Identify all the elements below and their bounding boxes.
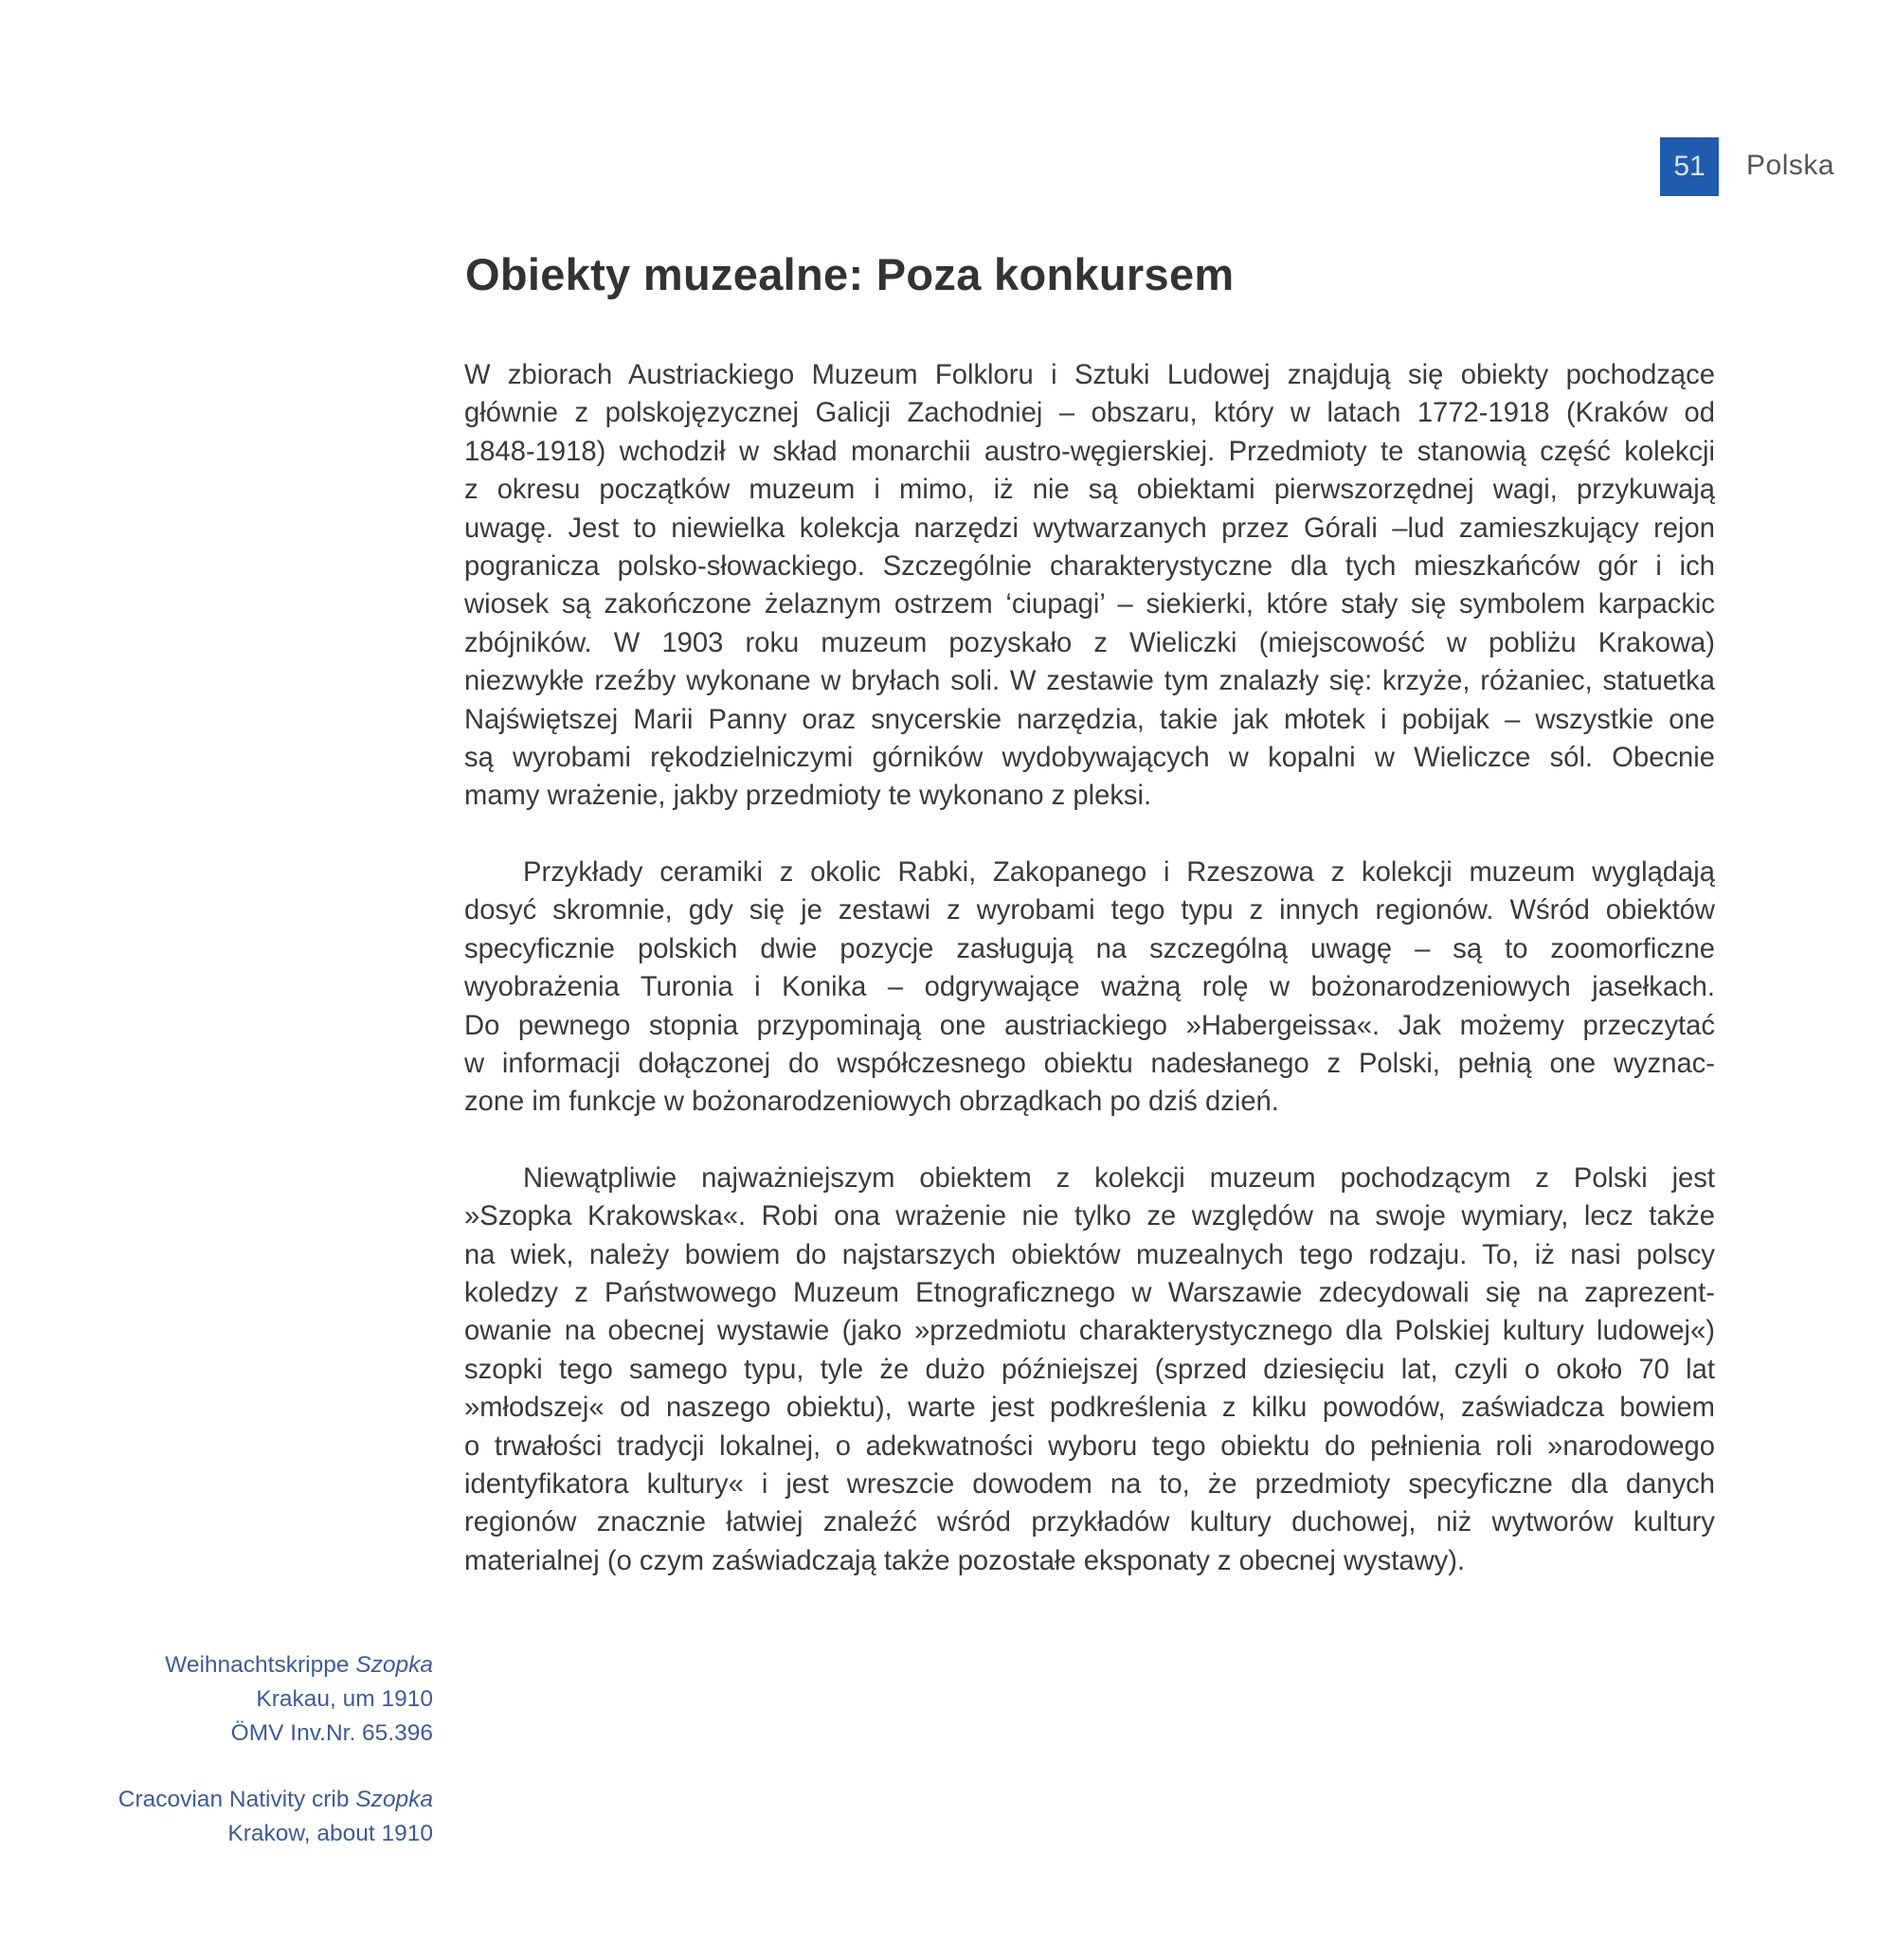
caption-english [95,1783,433,1851]
text-line: pogranicza polsko-słowackiego. Szczególnie charakterystyczne dla tych mieszkańców gór i ich [464,551,1715,583]
section-label: Polska [1746,150,1835,181]
caption-german [95,1648,433,1751]
text-line: mamy wrażenie, jakby przedmioty te wykonano z pleksi. [464,781,1152,812]
text-line: regionów znacznie łatwiej znaleźć wśród przykładów kultury duchowej, niż wytworów kultury [464,1507,1715,1538]
text-line: z okresu początków muzeum i mimo, iż nie są obiektami pierwszorzędnej wagi, przykuwają [464,475,1715,506]
text-line: W zbiorach Austriackiego Muzeum Folkloru i Sztuki Ludowej znajdują się obiekty pochodzące [464,360,1715,390]
page-title: Obiekty muzealne: Poza konkursem [465,249,1235,299]
text-line: szopki tego samego typu, tyle że dużo późniejszej (sprzed dziesięciu lat, czyli o około 70 lat [464,1354,1715,1385]
text-line: Przykłady ceramiki z okolic Rabki, Zakopanego i Rzeszowa z kolekcji muzeum wyglądają [523,856,1715,888]
text-line: zbójników. W 1903 roku muzeum pozyskało z Wieliczki (miejscowość w pobliżu Krakowa) [464,627,1715,658]
text-line: niezwykłe rzeźby wykonane w bryłach soli. W zestawie tym znalazły się: krzyże, różaniec, statuetka [464,666,1715,697]
text-line: Najświętszej Marii Panny oraz snycerskie narzędzia, takie jak młotek i pobijak – wszystkie one [464,704,1715,735]
text-line: specyficznie polskich dwie pozycje zasługują na szczególną uwagę – są to zoomorficzne [464,933,1715,964]
caption-inventory-number: ÖMV Inv.Nr. 65.396 [230,1720,433,1746]
text-line: owanie na obecnej wystawie (jako »przedmiotu charakterystycznego dla Polskiej kultury ludowej«) [464,1316,1715,1347]
text-line: »Szopka Krakowska«. Robi ona wrażenie nie tylko ze względów na swoje wymiary, lecz także [464,1201,1715,1232]
text-line: Do pewnego stopnia przypominają one austriackiego »Habergeissa«. Jak możemy przeczytać [464,1010,1715,1041]
page-number: 51 [1673,151,1706,182]
text-line: uwagę. Jest to niewielka kolekcja narzędzi wytwarzanych przez Górali –lud zamieszkujący rejon [464,512,1715,544]
body-text [464,356,1715,1618]
caption-title-text: Weihnachtskrippe [165,1652,356,1678]
caption-title [95,1783,433,1817]
caption-title [95,1648,433,1682]
caption-title-italic: Szopka [355,1652,433,1678]
text-line: na wiek, należy bowiem do najstarszych obiektów muzealnych tego rodzaju. To, iż nasi polscy [464,1239,1715,1270]
text-line: wiosek są zakończone żelaznym ostrzem ‘ciupagi’ – siekierki, które stały się symbolem karpackic [464,589,1715,620]
caption-place-date: Krakow, about 1910 [227,1821,433,1846]
text-line: zone im funkcje w bożonarodzeniowych obrządkach po dziś dzień. [464,1087,1279,1118]
caption-title-italic: Szopka [355,1787,433,1812]
text-line: głównie z polskojęzycznej Galicji Zachodniej – obszaru, który w latach 1772-1918 (Kraków od [464,398,1715,429]
text-line: dosyć skromnie, gdy się je zestawi z wyrobami tego typu z innych regionów. Wśród obiektów [464,895,1715,926]
image-captions [95,1648,433,1883]
text-line: Niewątpliwie najważniejszym obiektem z kolekcji muzeum pochodzącym z Polski jest [523,1162,1715,1194]
caption-place-date: Krakau, um 1910 [256,1686,433,1712]
text-line: »młodszej« od naszego obiektu), warte jest podkreślenia z kilku powodów, zaświadcza bowiem [464,1393,1715,1424]
text-line: w informacji dołączonej do współczesnego obiektu nadesłanego z Polski, pełnią one wyznac- [464,1048,1715,1079]
text-line: materialnej (o czym zaświadczają także pozostałe eksponaty z obecnej wystawy). [464,1545,1466,1576]
text-line: wyobrażenia Turonia i Konika – odgrywające ważną rolę w bożonarodzeniowych jasełkach. [464,972,1715,1003]
paragraph-1 [464,356,1715,816]
page-number-badge [1660,137,1719,196]
text-line: są wyrobami rękodzielniczymi górników wydobywających w kopalni w Wieliczce sól. Obecnie [464,743,1715,774]
paragraph-3 [464,1160,1715,1580]
paragraph-2 [464,854,1715,1122]
text-line: 1848-1918) wchodził w skład monarchii austro-węgierskiej. Przedmioty te stanowią część kolekcji [464,436,1715,467]
text-line: identyfikatora kultury« i jest wreszcie dowodem na to, że przedmioty specyficzne dla danych [464,1468,1715,1500]
text-line: koledzy z Państwowego Muzeum Etnograficznego w Warszawie zdecydowali się na zaprezent- [464,1277,1715,1308]
text-line: o trwałości tradycji lokalnej, o adekwatności wyboru tego obiektu do pełnienia roli »narodowego [464,1430,1715,1462]
caption-title-text: Cracovian Nativity crib [117,1787,356,1812]
